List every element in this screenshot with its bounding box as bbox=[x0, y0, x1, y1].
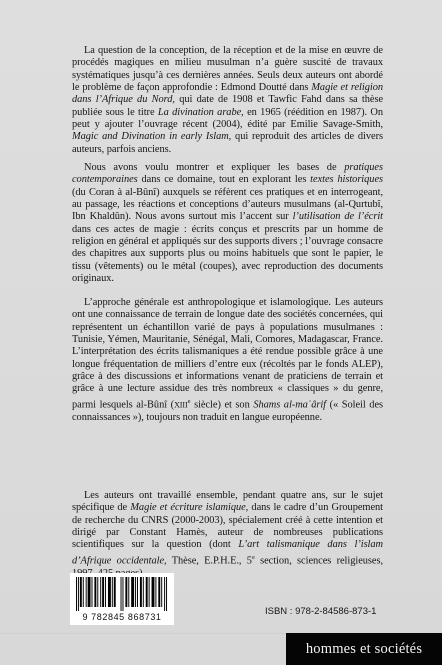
book-title: L’art talismanique dans l’islam d’Afrique occidentale, bbox=[72, 539, 383, 567]
text-run: (« Soleil des connaissances »), toujours non traduit en langue européenne. bbox=[72, 399, 384, 423]
text-run: qui reproduit des articles de divers auteurs, parfois anciens. bbox=[72, 131, 383, 155]
text-run: Thèse, E.P.H.E., 5 bbox=[166, 555, 252, 567]
text-run: Les auteurs ont travaillé ensemble, pendant quatre ans, sur le sujet spécifique de bbox=[72, 490, 383, 514]
emphasis: l’utilisation de l’écrit bbox=[292, 211, 384, 223]
superscript: e bbox=[251, 553, 255, 561]
century-numeral: XIII bbox=[174, 400, 188, 410]
text-run: L’approche générale est anthropologique et islamologique. Les auteurs ont une connaissance de terrain de longue date des sociétés concernées, qui représentent un échantillon varié de pays à populations musulmanes : Tunisie, Yémen, Mauritanie, Sénégal, Mali, Comores, Madagascar, France. L’interprétation des écrits talismaniques a été rendue possible grâce à une longue fréquentation de milliers d’entre eux (récoltés par le fonds ALEP), grâce à des discussions et informations venant de praticiens de terrain et grâce à une lecture assidue des très nombreux « classiques » du genre, parmi lesquels al-Bûnî ( bbox=[72, 297, 383, 411]
book-title: Shams al-maʿârif bbox=[253, 399, 327, 411]
book-title: Magie et religion dans l’Afrique du Nord, bbox=[72, 82, 383, 106]
text-run: (du Coran à al-Bûnî) auxquels se réfèrent ces pratiques et en interrogeant, au passage, les réactions et conceptions d’auteurs musulmans (al-Qurtubî, Ibn Khaldûn). Nous avons surtout mis l’accent sur bbox=[72, 186, 383, 223]
isbn: ISBN : 978-2-84586-873-1 bbox=[265, 606, 377, 617]
blurb-paragraph-1 bbox=[72, 45, 383, 156]
superscript: e bbox=[187, 397, 191, 405]
blurb-paragraph-4 bbox=[72, 490, 383, 580]
text-run: dans ce domaine, tout en explorant les bbox=[137, 174, 311, 186]
book-title: Magic and Divination in early Islam, bbox=[72, 131, 232, 143]
text-run: dans ces actes de magie : écrits conçus et prescrits par un homme de religion en général et appliqués sur des supports divers ; l’ouvrage consacre des chapitres aux supports plus ou moins habituels que sont le papier, le tissu (vêtements) ou le métal (coupes), avec reproduction des documents originaux. bbox=[72, 223, 383, 285]
text-run: qui date de 1908 et Tawfic Fahd dans sa thèse publiée sous le titre bbox=[72, 94, 383, 118]
text-run: siècle) et son bbox=[190, 399, 254, 411]
book-title: Magie et écriture islamique, bbox=[130, 502, 249, 514]
barcode bbox=[70, 573, 174, 625]
barcode-number: 9 782845 868731 bbox=[82, 612, 162, 622]
text-run: Nous avons voulu montrer et expliquer les bases de bbox=[84, 162, 345, 173]
divider bbox=[0, 633, 286, 634]
text-run: section, sciences religieuses, bbox=[260, 555, 384, 567]
text-run: en 1965 (réédition en 1987). On peut y ajouter l’ouvrage récent (2004), édité par Emilie Savage-Smith, bbox=[72, 106, 383, 131]
text-run: dans le cadre d’un Groupement de recherche du CNRS (2000-2003), spécialement créé à cette intention et dirigé par Constant Hamès, auteur de nombreuses publications scientifiques sur la question (dont bbox=[72, 502, 383, 551]
collection-name: hommes et sociétés bbox=[286, 633, 442, 665]
blurb-paragraph-3 bbox=[72, 297, 383, 424]
book-title: La divination arabe, bbox=[157, 106, 244, 118]
text-run: La question de la conception, de la réception et de la mise en œuvre de procédés magiques en milieu musulman n’a guère suscité de travaux systématiques jusqu’à ces dernières années. Seuls deux auteurs ont abordé le problème de façon approfondie : Edmond Doutté dans bbox=[72, 45, 383, 94]
emphasis: pratiques contemporaines bbox=[72, 162, 383, 186]
blurb-paragraph-2 bbox=[72, 162, 383, 285]
emphasis: textes historiques bbox=[310, 174, 383, 186]
barcode-bars bbox=[76, 577, 168, 611]
